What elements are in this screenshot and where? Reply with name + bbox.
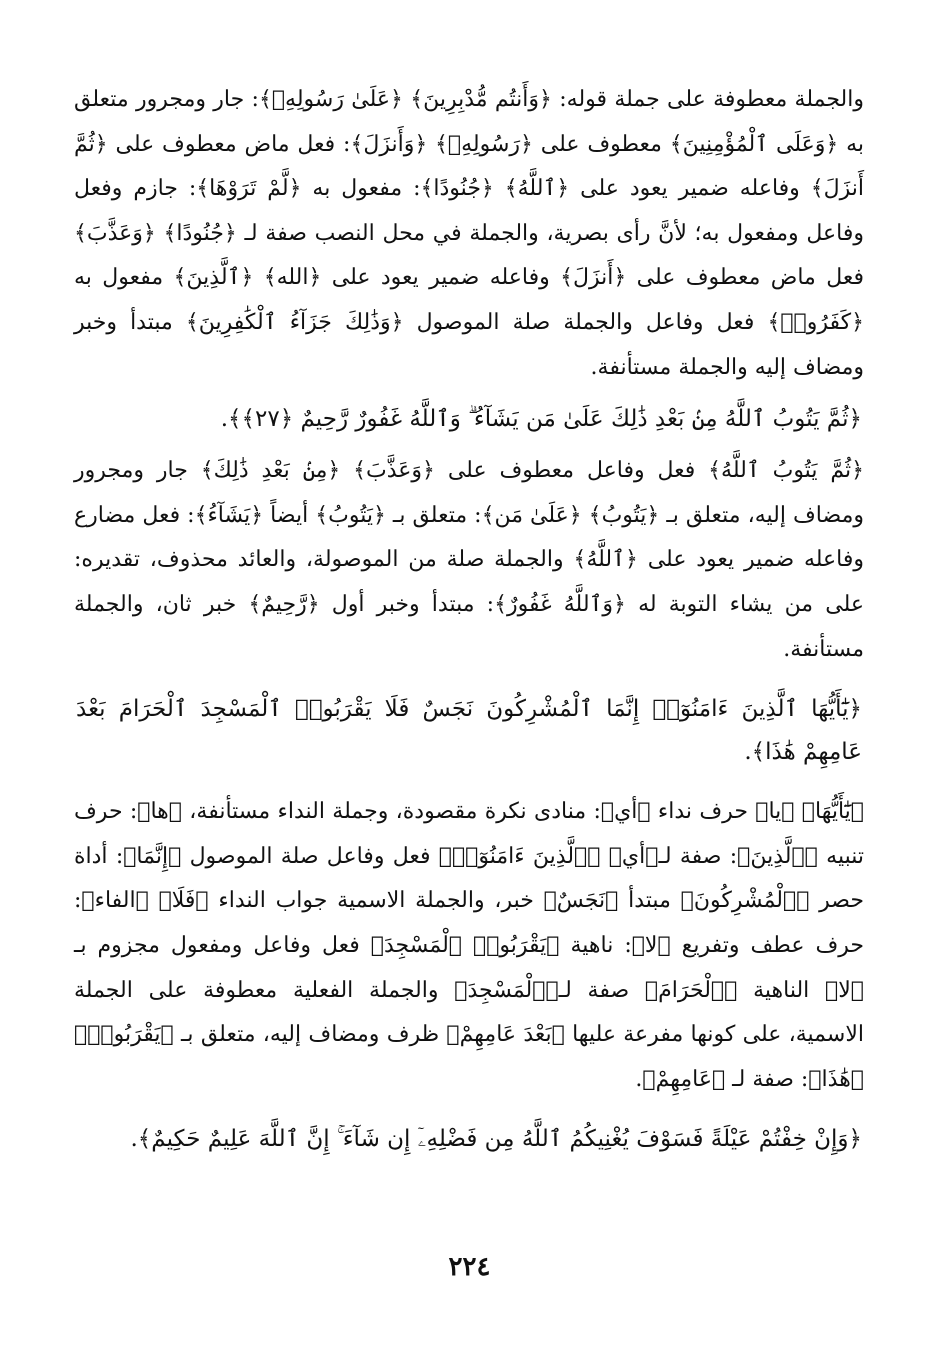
quran-verse-27: ﴿ثُمَّ يَتُوبُ ٱللَّهُ مِنۢ بَعْدِ ذَٰلِكَ عَلَىٰ مَن يَشَآءُ ۗ وَٱللَّهُ غَفُورٌ رَّحِيمٌ ﴿٢٧﴾﴾.	[220, 406, 862, 433]
spacer	[74, 441, 864, 449]
paragraph-commentary-2: ﴿ثُمَّ يَتُوبُ ٱللَّهُ﴾ فعل وفاعل معطوف على ﴿وَعَذَّبَ﴾ ﴿مِنۢ بَعْدِ ذَٰلِكَ﴾ جار ومجرور ومضاف إليه، متعلق بـ ﴿يَتُوبُ﴾ ﴿عَلَىٰ مَن﴾: متعلق بـ ﴿يَتُوبُ﴾ أيضاً ﴿يَشَآءُ﴾: فعل مضارع وفاعله ضمير يعود على ﴿ٱللَّهُ﴾ والجملة صلة من الموصولة، والعائد محذوف، تقديره: على من يشاء التوبة له ﴿وَٱللَّهُ غَفُورٌ﴾: مبتدأ وخبر أول ﴿رَّحِيمٌ﴾ خبر ثان، والجملة مستأنفة.	[74, 458, 864, 662]
paragraph-commentary-3: ﴿يَٰٓأَيُّهَا﴾ ﴿يا﴾ حرف نداء ﴿أي﴾: منادى نكرة مقصودة، وجملة النداء مستأنفة، ﴿ها﴾: حرف تنبيه ﴿ٱلَّذِينَ﴾: صفة لـ﴿أي﴾ ﴿ٱلَّذِينَ ءَامَنُوٓا۟﴾ فعل وفاعل صلة الموصول ﴿إِنَّمَا﴾: أداة حصر ﴿ٱلْمُشْرِكُونَ﴾ مبتدأ ﴿نَجَسٌ﴾ خبر، والجملة الاسمية جواب النداء ﴿فَلَا﴾ ﴿الفاء﴾: حرف عطف وتفريع ﴿لا﴾: ناهية ﴿يَقْرَبُوا۟ ٱلْمَسْجِدَ﴾ فعل وفاعل ومفعول مجزوم بـ ﴿لا﴾ الناهية ﴿ٱلْحَرَامَ﴾ صفة لـ﴿ٱلْمَسْجِدَ﴾ والجملة الفعلية معطوفة على الجملة الاسمية، على كونها مفرعة عليها ﴿بَعْدَ عَامِهِمْ﴾ ظرف ومضاف إليه، متعلق بـ ﴿يَقْرَبُوا۟﴾ ﴿هَٰذَا﴾: صفة لـ ﴿عَامِهِمْ﴾.	[74, 799, 864, 1092]
spacer	[74, 390, 864, 398]
spacer	[74, 672, 864, 688]
quran-verse-28a: ﴿يَٰٓأَيُّهَا ٱلَّذِينَ ءَامَنُوٓا۟ إِنَّمَا ٱلْمُشْرِكُونَ نَجَسٌ فَلَا يَقْرَبُوا۟ ٱلْمَسْجِدَ ٱلْحَرَامَ بَعْدَ عَامِهِمْ هَٰذَا﴾.	[76, 696, 862, 766]
quran-verse-28b: ﴿وَإِنْ خِفْتُمْ عَيْلَةً فَسَوْفَ يُغْنِيكُمُ ٱللَّهُ مِن فَضْلِهِۦٓ إِن شَآءَ ۚ إِنَّ ٱللَّهَ عَلِيمٌ حَكِيمٌ﴾.	[130, 1126, 862, 1153]
spacer	[74, 774, 864, 790]
paragraph-commentary-1: والجملة معطوفة على جملة قوله: ﴿وَأَنتُم مُّدْبِرِينَ﴾ ﴿عَلَىٰ رَسُولِهِۦ﴾: جار ومجرور متعلق به ﴿وَعَلَى ٱلْمُؤْمِنِينَ﴾ معطوف على ﴿رَسُولِهِۦ﴾ ﴿وَأَنزَلَ﴾: فعل ماض معطوف على ﴿ثُمَّ أَنزَلَ﴾ وفاعله ضمير يعود على ﴿ٱللَّهُ﴾ ﴿جُنُودًا﴾: مفعول به ﴿لَّمْ تَرَوْهَا﴾: جازم وفعل وفاعل ومفعول به؛ لأنَّ رأى بصرية، والجملة في محل النصب صفة لـ ﴿جُنُودًا﴾ ﴿وَعَذَّبَ﴾ فعل ماض معطوف على ﴿أَنزَلَ﴾ وفاعله ضمير يعود على ﴿الله﴾ ﴿ٱلَّذِينَ﴾ مفعول به ﴿كَفَرُوا۟﴾ فعل وفاعل والجملة صلة الموصول ﴿وَذَٰلِكَ جَزَآءُ ٱلْكَٰفِرِينَ﴾ مبتدأ وخبر ومضاف إليه والجملة مستأنفة.	[74, 87, 864, 380]
page-number: ٢٢٤	[448, 1252, 491, 1282]
page-body	[74, 78, 864, 1161]
spacer	[74, 1102, 864, 1118]
